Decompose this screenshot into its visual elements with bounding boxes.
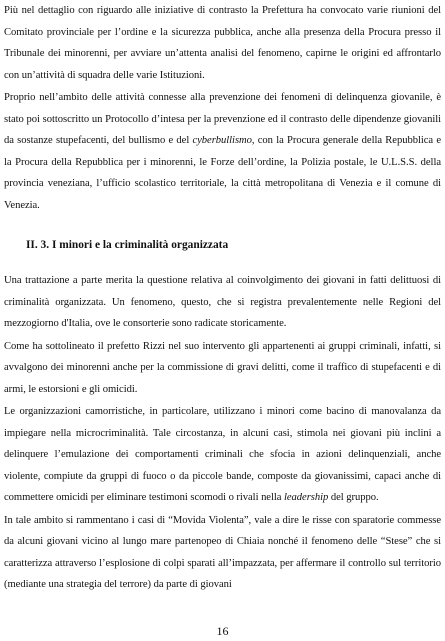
paragraph-text: del gruppo. [328,492,379,503]
paragraph-movida-violenta: In tale ambito si rammentano i casi di “Movida Violenta”, vale a dire le risse con sparatorie commesse da alcuni giovani vicino al lungo mare partenopeo di Chiaia nonché il fenomeno delle “Stese” che si caratterizza attraverso l’esplosione di colpi sparati all’impazzata, per affermare il controllo sul territorio (mediante una strategia del terrore) da parte di giovani [4,514,441,590]
section-heading: II. 3. I minori e la criminalità organizzata [26,239,229,251]
paragraph-camorra-organizations [4,401,441,509]
paragraph-text: Proprio nell’ambito delle attività connesse alla prevenzione dei fenomeni di delinquenza giovanile, è stato poi sottoscritto un Protocollo d’intesa per la prevenzione ed il contrasto delle dipendenze giovanili da sostanze stupefacenti, del bullismo e del [4,92,441,146]
paragraph-text: , con la Procura generale della Repubblica e la Procura della Repubblica per i minorenni, le Forze dell’ordine, la Polizia postale, le U.L.S.S. della provincia veneziana, l’ufficio scolastico territoriale, la città metropolitana di Venezia e il comune di Venezia. [4,135,441,211]
italic-term-cyberbullismo: cyberbullismo [192,135,252,146]
paragraph-prefetto-rizzi: Come ha sottolineato il prefetto Rizzi nel suo intervento gli appartenenti ai gruppi criminali, infatti, si avvalgono dei minorenni anche per la commissione di gravi delitti, come il traffico di stupefacenti e di armi, le estorsioni e gli omicidi. [4,340,441,395]
paragraph-protocol-intesa [4,87,441,216]
italic-term-leadership: leadership [284,492,329,503]
paragraph-organized-crime-intro: Una trattazione a parte merita la questione relativa al coinvolgimento dei giovani in fatti delittuosi di criminalità organizzata. Un fenomeno, questo, che si registra prevalentemente nelle Regioni del mezzogiorno d'Italia, ove le consorterie sono radicate storicamente. [4,275,441,329]
page-number: 16 [216,624,229,638]
paragraph-prefettura-initiatives: Più nel dettaglio con riguardo alle iniziative di contrasto la Prefettura ha convocato varie riunioni del Comitato provinciale per l’ordine e la sicurezza pubblica, anche alla presenza della Procura presso il Tribunale dei minorenni, per avviare un’attenta analisi del fenomeno, capirne le origini ed affrontarlo con un’attività di squadra delle varie Istituzioni. [4,5,441,81]
paragraph-text: Le organizzazioni camorristiche, in particolare, utilizzano i minori come bacino di manovalanza da impiegare nella microcriminalità. Tale circostanza, in alcuni casi, stimola nei giovani più inclini a delinquere l’emulazione dei comportamenti criminali che sfocia in azioni delinquenziali, anche violente, compiute da gruppi di fuoco o da piccole bande, composte da giovanissimi, capaci anche di commettere omicidi per eliminare testimoni scomodi o rivali nella [4,406,441,503]
